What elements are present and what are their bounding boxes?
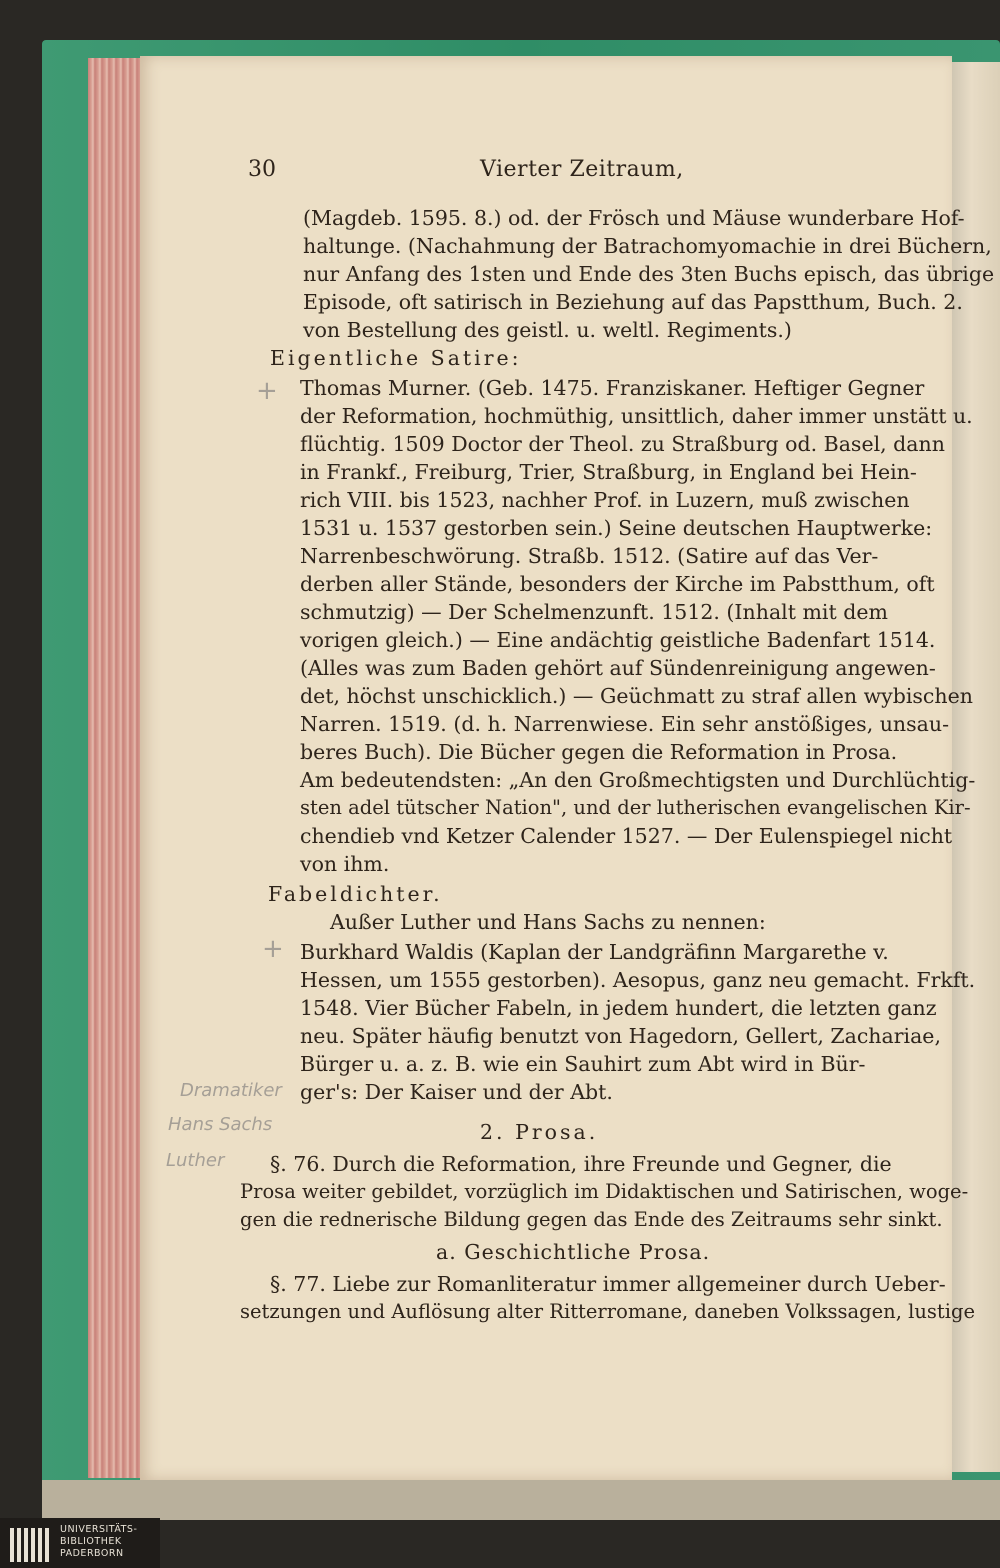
- text-line: von Bestellung des geistl. u. weltl. Regiments.): [303, 318, 792, 342]
- library-name-line: PADERBORN: [60, 1548, 124, 1559]
- text-line: schmutzig) — Der Schelmenzunft. 1512. (Inhalt mit dem: [300, 600, 888, 624]
- text-line: rich VIII. bis 1523, nachher Prof. in Luzern, muß zwischen: [300, 488, 910, 512]
- text-line: neu. Später häufig benutzt von Hagedorn, Gellert, Zachariae,: [300, 1024, 941, 1048]
- pencil-mark: +: [262, 934, 284, 964]
- text-line: Prosa weiter gebildet, vorzüglich im Didaktischen und Satirischen, woge-: [240, 1180, 969, 1203]
- text-line: Burkhard Waldis (Kaplan der Landgräfinn Margarethe v.: [300, 940, 889, 964]
- text-line: sten adel tütscher Nation", und der lutherischen evangelischen Kir-: [300, 796, 971, 819]
- pencil-note: Luther: [166, 1150, 225, 1171]
- text-line: beres Buch). Die Bücher gegen die Reformation in Prosa.: [300, 740, 898, 764]
- text-line: gen die rednerische Bildung gegen das Ende des Zeitraums sehr sinkt.: [240, 1208, 943, 1231]
- text-line: Thomas Murner. (Geb. 1475. Franziskaner. Heftiger Gegner: [300, 376, 925, 400]
- text-line: in Frankf., Freiburg, Trier, Straßburg, in England bei Hein-: [300, 460, 917, 484]
- text-line: Am bedeutendsten: „An den Großmechtigsten und Durchlüchtig-: [300, 768, 976, 792]
- section-heading: Eigentliche Satire:: [270, 346, 522, 370]
- text-line: nur Anfang des 1sten und Ende des 3ten Buchs episch, das übrige: [303, 262, 995, 286]
- text-line: det, höchst unschicklich.) — Geüchmatt zu straf allen wybischen: [300, 684, 973, 708]
- running-head: Vierter Zeitraum,: [480, 157, 684, 182]
- text-line: Außer Luther und Hans Sachs zu nennen:: [330, 910, 766, 934]
- page-number: 30: [248, 157, 276, 182]
- text-line: Hessen, um 1555 gestorben). Aesopus, ganz neu gemacht. Frkft.: [300, 968, 976, 992]
- text-line: Bürger u. a. z. B. wie ein Sauhirt zum Abt wird in Bür-: [300, 1052, 866, 1076]
- text-line: vorigen gleich.) — Eine andächtig geistliche Badenfart 1514.: [300, 628, 936, 652]
- section-heading: Fabeldichter.: [268, 882, 443, 906]
- library-name-line: UNIVERSITÄTS-: [60, 1524, 138, 1535]
- text-line: flüchtig. 1509 Doctor der Theol. zu Straßburg od. Basel, dann: [300, 432, 945, 456]
- text-line: §. 76. Durch die Reformation, ihre Freunde und Gegner, die: [270, 1152, 892, 1176]
- pencil-mark: +: [256, 376, 278, 406]
- text-line: Narren. 1519. (d. h. Narrenwiese. Ein sehr anstößiges, unsau-: [300, 712, 950, 736]
- library-logo-mark: [8, 1522, 52, 1564]
- text-line: (Alles was zum Baden gehört auf Sündenreinigung angewen-: [300, 656, 936, 680]
- section-heading: 2. Prosa.: [480, 1120, 599, 1144]
- text-line: setzungen und Auflösung alter Ritterromane, daneben Volkssagen, lustige: [240, 1300, 976, 1323]
- section-heading: a. Geschichtliche Prosa.: [436, 1240, 711, 1264]
- pencil-note: Hans Sachs: [168, 1114, 273, 1135]
- text-line: Narrenbeschwörung. Straßb. 1512. (Satire auf das Ver-: [300, 544, 879, 568]
- text-line: ger's: Der Kaiser und der Abt.: [300, 1080, 613, 1104]
- text-line: chendieb vnd Ketzer Calender 1527. — Der Eulenspiegel nicht: [300, 824, 953, 848]
- text-line: (Magdeb. 1595. 8.) od. der Frösch und Mäuse wunderbare Hof-: [303, 206, 965, 230]
- text-line: 1531 u. 1537 gestorben sein.) Seine deutschen Hauptwerke:: [300, 516, 933, 540]
- text-line: haltunge. (Nachahmung der Batrachomyomachie in drei Büchern,: [303, 234, 992, 258]
- text-line: Episode, oft satirisch in Beziehung auf das Papstthum, Buch. 2.: [303, 290, 963, 314]
- text-line: derben aller Stände, besonders der Kirche im Pabstthum, oft: [300, 572, 935, 596]
- text-line: 1548. Vier Bücher Fabeln, in jedem hundert, die letzten ganz: [300, 996, 937, 1020]
- library-name-line: BIBLIOTHEK: [60, 1536, 122, 1547]
- text-line: der Reformation, hochmüthig, unsittlich, daher immer unstätt u.: [300, 404, 973, 428]
- text-line: von ihm.: [300, 852, 390, 876]
- pencil-note: Dramatiker: [180, 1080, 282, 1101]
- text-line: §. 77. Liebe zur Romanliteratur immer allgemeiner durch Ueber-: [270, 1272, 946, 1296]
